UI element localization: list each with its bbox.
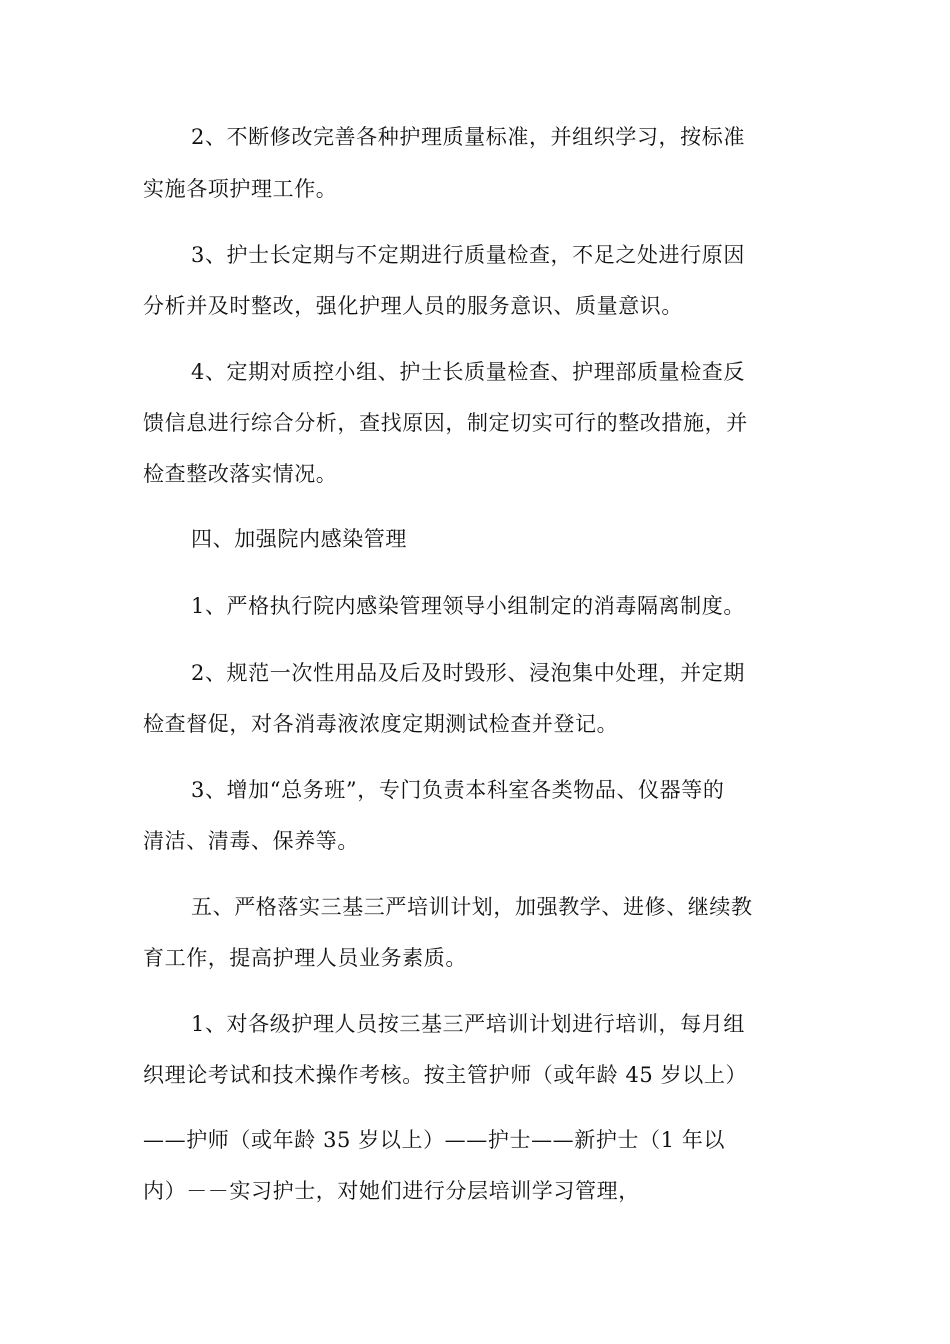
paragraph-line: 3、增加“总务班”，专门负责本科室各类物品、仪器等的 xyxy=(191,778,725,802)
paragraph-line: 2、不断修改完善各种护理质量标准，并组织学习，按标准 xyxy=(191,125,745,149)
section-heading-line: 五、严格落实三基三严培训计划，加强教学、进修、继续教 xyxy=(191,895,753,919)
paragraph-line: 清洁、清毒、保养等。 xyxy=(143,829,359,853)
paragraph-line: ——护师（或年龄 35 岁以上）——护士——新护士（1 年以 xyxy=(143,1128,726,1152)
section-heading-line: 育工作，提高护理人员业务素质。 xyxy=(143,946,467,970)
paragraph-line: 分析并及时整改，强化护理人员的服务意识、质量意识。 xyxy=(143,294,683,318)
paragraph-line: 馈信息进行综合分析，查找原因，制定切实可行的整改措施，并 xyxy=(143,411,748,435)
paragraph-line: 4、定期对质控小组、护士长质量检查、护理部质量检查反 xyxy=(191,360,745,384)
paragraph-line: 实施各项护理工作。 xyxy=(143,177,338,201)
paragraph-line: 1、严格执行院内感染管理领导小组制定的消毒隔离制度。 xyxy=(191,594,745,618)
paragraph-line: 检查督促，对各消毒液浓度定期测试检查并登记。 xyxy=(143,712,619,736)
paragraph-line: 织理论考试和技术操作考核。按主管护师（或年龄 45 岁以上） xyxy=(143,1063,748,1087)
section-heading-line: 四、加强院内感染管理 xyxy=(191,527,407,551)
paragraph-line: 3、护士长定期与不定期进行质量检查，不足之处进行原因 xyxy=(191,243,745,267)
paragraph-line: 1、对各级护理人员按三基三严培训计划进行培训，每月组 xyxy=(191,1012,745,1036)
paragraph-line: 2、规范一次性用品及后及时毁形、浸泡集中处理，并定期 xyxy=(191,661,745,685)
paragraph-line: 检查整改落实情况。 xyxy=(143,462,338,486)
paragraph-line: 内）－－实习护士，对她们进行分层培训学习管理， xyxy=(143,1179,640,1203)
